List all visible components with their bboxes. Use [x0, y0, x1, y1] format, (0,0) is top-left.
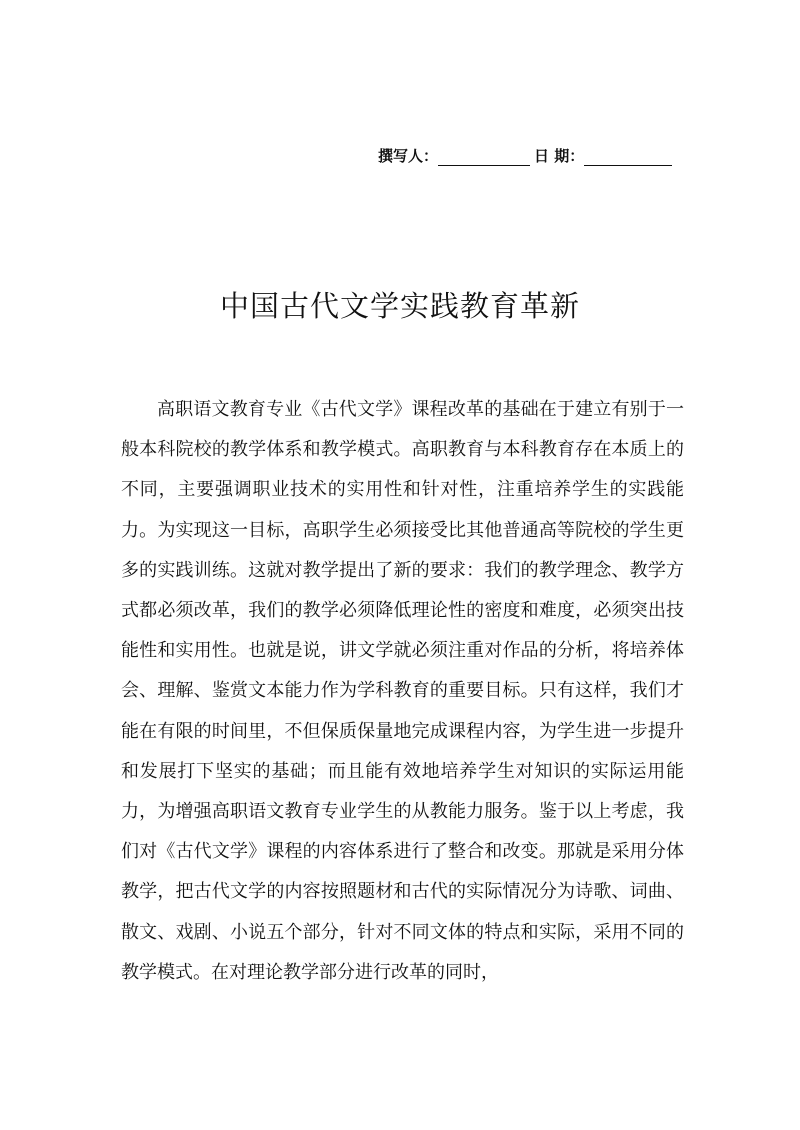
author-date-line	[378, 138, 688, 166]
author-label: 撰写人：	[378, 147, 439, 165]
date-blank	[584, 149, 672, 166]
document-title: 中国古代文学实践教育革新	[219, 289, 580, 323]
date-label: 日 期：	[534, 147, 585, 165]
body-paragraph: 高职语文教育专业《古代文学》课程改革的基础在于建立有别于一般本科院校的教学体系和教学模式。高职教育与本科教育存在本质上的不同，主要强调职业技术的实用性和针对性，注重培养学生的实践能力。为实现这一目标，高职学生必须接受比其他普通高等院校的学生更多的实践训练。这就对教学提出了新的要求：我们的教学理念、教学方式都必须改革，我们的教学必须降低理论性的密度和难度，必须突出技能性和实用性。也就是说，讲文学就必须注重对作品的分析，将培养体会、理解、鉴赏文本能力作为学科教育的重要目标。只有这样，我们才能在有限的时间里，不但保质保量地完成课程内容，为学生进一步提升和发展打下坚实的基础；而且能有效地培养学生对知识的实际运用能力，为增强高职语文教育专业学生的从教能力服务。鉴于以上考虑，我们对《古代文学》课程的内容体系进行了整合和改变。那就是采用分体教学，把古代文学的内容按照题材和古代的实际情况分为诗歌、词曲、散文、戏剧、小说五个部分，针对不同文体的特点和实际，采用不同的教学模式。在对理论教学部分进行改革的同时，	[121, 399, 684, 983]
author-blank	[438, 149, 530, 166]
